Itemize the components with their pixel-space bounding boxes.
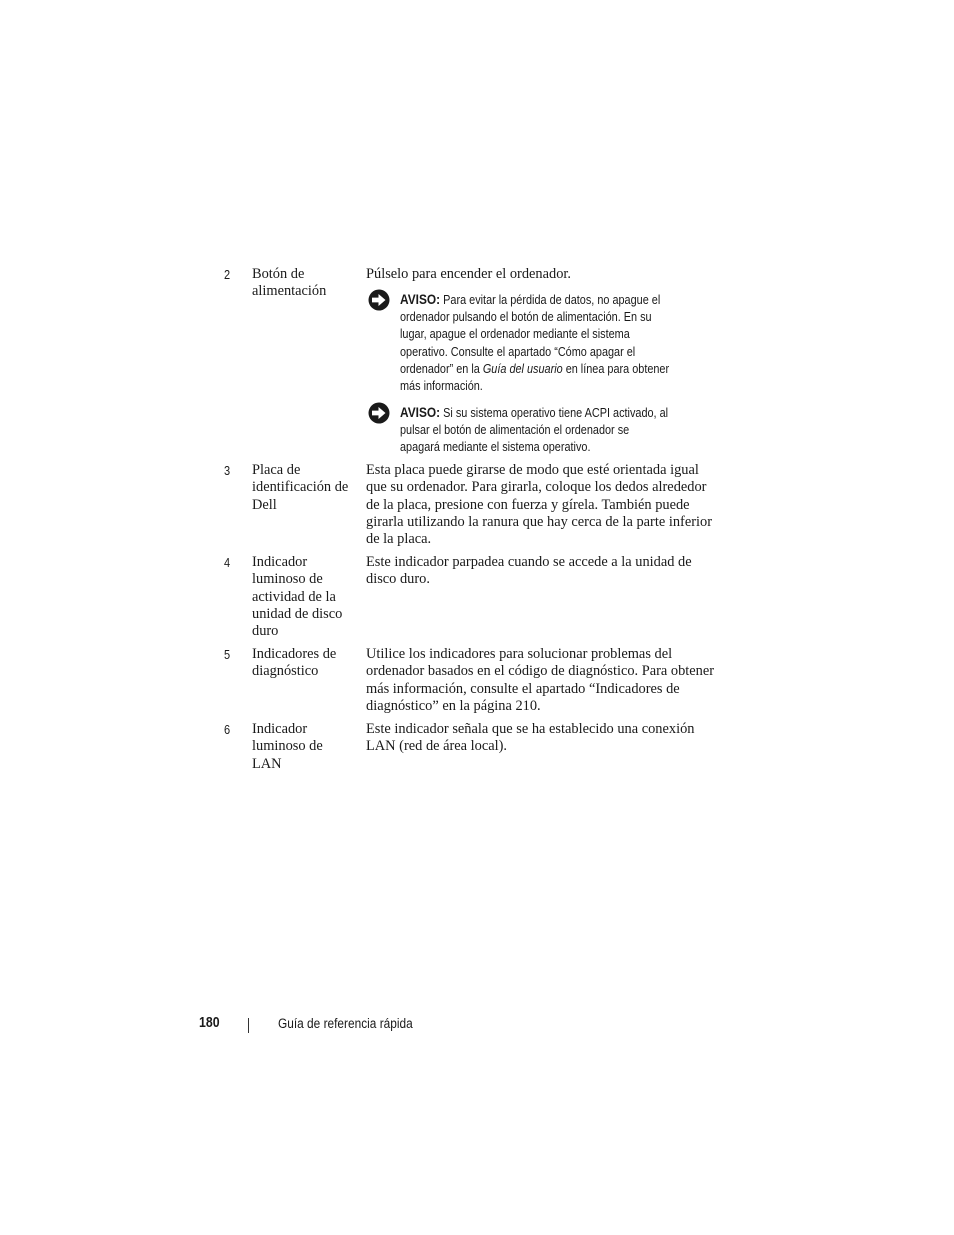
item-name-line: duro <box>252 623 279 640</box>
item-name-line: LAN <box>252 755 282 772</box>
notice-label: AVISO: <box>400 291 441 307</box>
item-name <box>252 554 360 640</box>
item-name-line: Indicador <box>252 554 308 570</box>
item-name-line: diagnóstico <box>252 663 319 680</box>
item-description-line: disco duro. <box>366 571 430 588</box>
page-number: 180 <box>199 1015 220 1031</box>
item-description-line: que su ordenador. Para girarla, coloque los dedos alrededor <box>366 479 707 496</box>
item-name-line: Botón de <box>252 266 305 282</box>
item-name-line: luminoso de <box>252 571 323 588</box>
item-description-line: de la placa, presione con fuerza y gírela. También puede <box>366 496 690 513</box>
item-description-line: diagnóstico” en la página 210. <box>366 697 541 714</box>
notice-text <box>400 291 723 394</box>
item-name-line: alimentación <box>252 283 327 300</box>
item-number: 4 <box>224 556 231 570</box>
notice-text <box>400 404 723 456</box>
item-description-line: girarla utilizando la ranura que hay cerca de la parte inferior <box>366 513 712 530</box>
item-name <box>252 462 360 514</box>
item-name-line: luminoso de <box>252 738 323 755</box>
item-name-line: Indicador <box>252 721 308 737</box>
item-description <box>366 721 716 756</box>
item-name <box>252 721 360 773</box>
notice-arrow-icon <box>366 402 392 424</box>
item-description-line: Púlselo para encender el ordenador. <box>366 266 571 282</box>
item-name-line: Placa de <box>252 462 301 478</box>
item-number: 6 <box>224 723 231 737</box>
footer-divider <box>248 1018 249 1033</box>
item-number: 3 <box>224 464 231 478</box>
item-description-line: Este indicador parpadea cuando se accede a la unidad de <box>366 554 692 570</box>
item-description-line: Utilice los indicadores para solucionar problemas del <box>366 646 673 662</box>
item-name-line: Indicadores de <box>252 646 337 662</box>
page-footer <box>0 1015 954 1035</box>
item-description-line: de la placa. <box>366 531 432 548</box>
item-description-line: ordenador basados en el código de diagnóstico. Para obtener <box>366 663 715 680</box>
item-description <box>366 266 716 283</box>
notice-line: apagará mediante el sistema operativo. <box>400 439 591 455</box>
item-name <box>252 266 360 301</box>
notice-line: más información. <box>400 378 483 394</box>
item-name-line: unidad de disco <box>252 605 343 622</box>
notice-reference: Guía del usuario <box>482 360 563 376</box>
item-name-line: actividad de la <box>252 588 336 605</box>
notice-line: lugar, apague el ordenador mediante el sistema <box>400 326 630 342</box>
notice-line: Para evitar la pérdida de datos, no apague el <box>443 292 661 307</box>
item-description-line: Este indicador señala que se ha establecido una conexión <box>366 721 695 737</box>
notice-line: en línea para obtener <box>562 360 670 376</box>
item-description <box>366 554 716 589</box>
item-description-line: más información, consulte el apartado “Indicadores de <box>366 680 680 697</box>
item-name-line: identificación de <box>252 479 349 496</box>
item-name <box>252 646 360 681</box>
notice-arrow-icon <box>366 289 392 311</box>
notice-line: ordenador” en la <box>400 360 483 376</box>
item-name-line: Dell <box>252 496 277 513</box>
notice-line: pulsar el botón de alimentación el ordenador se <box>400 422 630 438</box>
notice-label: AVISO: <box>400 404 441 420</box>
item-description <box>366 646 716 715</box>
item-number: 5 <box>224 648 231 662</box>
item-description-line: Esta placa puede girarse de modo que esté orientada igual <box>366 462 699 478</box>
notice-line: ordenador pulsando el botón de alimentación. En su <box>400 309 652 325</box>
notice-line: operativo. Consulte el apartado “Cómo apagar el <box>400 343 636 359</box>
item-description-line: LAN (red de área local). <box>366 738 508 755</box>
notice-line: Si su sistema operativo tiene ACPI activado, al <box>443 405 669 420</box>
item-number: 2 <box>224 268 231 282</box>
item-description <box>366 462 716 548</box>
footer-title: Guía de referencia rápida <box>278 1016 413 1031</box>
